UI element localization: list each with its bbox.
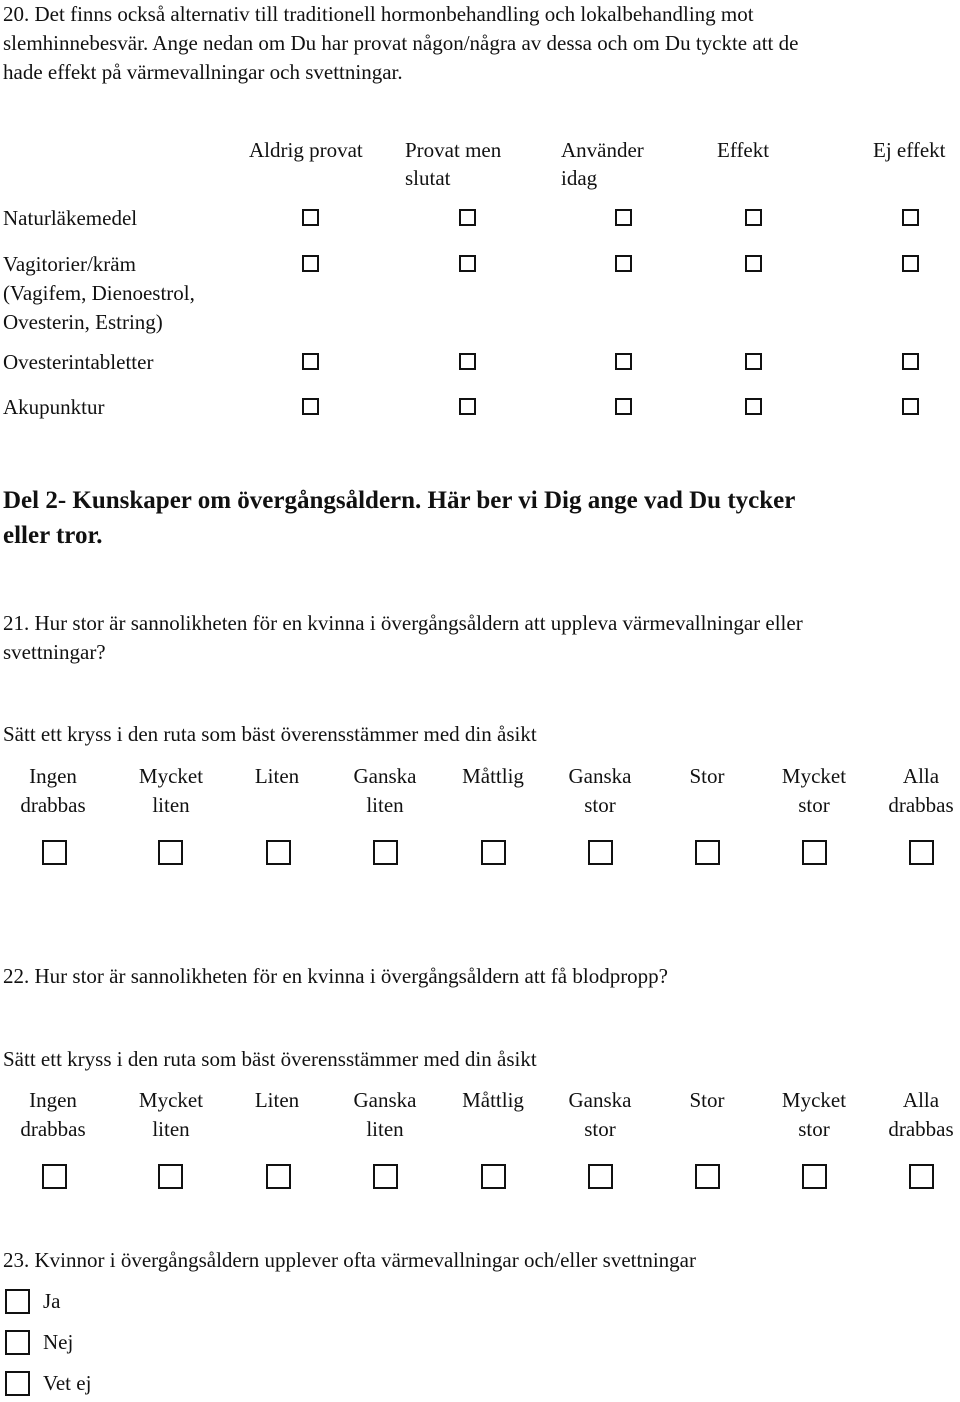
scale-label-ingen-drabbas: Ingen drabbas [20, 1088, 86, 1141]
q21-text-line2: svettningar? [3, 640, 106, 664]
checkbox-provat-men-slutat[interactable] [459, 398, 476, 415]
scale-label-alla-drabbas: Alla drabbas [888, 764, 954, 817]
section2-title-line2: eller tror. [3, 522, 103, 549]
option-label: Ja [43, 1289, 61, 1313]
checkbox-aldrig-provat[interactable] [302, 353, 319, 370]
q22-text: 22. Hur stor är sannolikheten för en kvinna i övergångsåldern att få blodpropp? [3, 964, 669, 988]
scale-label-mattlig: Måttlig [462, 764, 524, 788]
q20-col-ej-effekt: Ej effekt [873, 138, 946, 162]
checkbox-ingen-drabbas[interactable] [42, 840, 67, 865]
checkbox-ganska-stor[interactable] [588, 1164, 613, 1189]
checkbox-effekt[interactable] [745, 353, 762, 370]
q21-instruction: Sätt ett kryss i den ruta som bäst överensstämmer med din åsikt [3, 722, 537, 746]
scale-label-mattlig: Måttlig [462, 1088, 524, 1112]
row-label: Akupunktur [3, 395, 105, 419]
q20-col-provat-men-slutat: Provat men slutat [405, 138, 502, 190]
checkbox-ej-effekt[interactable] [902, 209, 919, 226]
checkbox-ja[interactable] [5, 1289, 30, 1314]
checkbox-vet-ej[interactable] [5, 1371, 30, 1396]
checkbox-anvander-idag[interactable] [615, 398, 632, 415]
checkbox-aldrig-provat[interactable] [302, 209, 319, 226]
checkbox-alla-drabbas[interactable] [909, 1164, 934, 1189]
checkbox-anvander-idag[interactable] [615, 209, 632, 226]
checkbox-stor[interactable] [695, 840, 720, 865]
scale-label-liten: Liten [254, 1088, 300, 1112]
scale-label-stor: Stor [689, 764, 725, 788]
checkbox-ej-effekt[interactable] [902, 353, 919, 370]
row-label: Naturläkemedel [3, 206, 138, 230]
scale-label-liten: Liten [254, 764, 300, 788]
checkbox-provat-men-slutat[interactable] [459, 353, 476, 370]
scale-label-mycket-liten: Mycket liten [138, 764, 204, 817]
checkbox-ganska-stor[interactable] [588, 840, 613, 865]
checkbox-effekt[interactable] [745, 398, 762, 415]
checkbox-ej-effekt[interactable] [902, 398, 919, 415]
q20-col-aldrig-provat: Aldrig provat [249, 138, 363, 162]
checkbox-ganska-liten[interactable] [373, 840, 398, 865]
option-label: Vet ej [43, 1371, 92, 1395]
section2-title-line1: Del 2- Kunskaper om övergångsåldern. Här ber vi Dig ange vad Du tycker [3, 487, 796, 514]
checkbox-mycket-liten[interactable] [158, 1164, 183, 1189]
scale-label-mycket-stor: Mycket stor [781, 1088, 847, 1141]
q20-text-line2: slemhinnebesvär. Ange nedan om Du har provat någon/några av dessa och om Du tyckte att de [3, 31, 799, 55]
checkbox-ganska-liten[interactable] [373, 1164, 398, 1189]
checkbox-mycket-stor[interactable] [802, 840, 827, 865]
q21-text-line1: 21. Hur stor är sannolikheten för en kvinna i övergångsåldern att uppleva värmevallningar eller [3, 611, 803, 635]
checkbox-provat-men-slutat[interactable] [459, 209, 476, 226]
checkbox-alla-drabbas[interactable] [909, 840, 934, 865]
q20-col-anvander-idag: Använder idag [561, 138, 644, 190]
checkbox-effekt[interactable] [745, 209, 762, 226]
scale-label-ganska-liten: Ganska liten [353, 1088, 417, 1141]
checkbox-mycket-liten[interactable] [158, 840, 183, 865]
checkbox-mattlig[interactable] [481, 840, 506, 865]
scale-label-mycket-liten: Mycket liten [138, 1088, 204, 1141]
checkbox-stor[interactable] [695, 1164, 720, 1189]
checkbox-anvander-idag[interactable] [615, 353, 632, 370]
checkbox-nej[interactable] [5, 1330, 30, 1355]
q20-text-line3: hade effekt på värmevallningar och svettningar. [3, 60, 403, 84]
checkbox-aldrig-provat[interactable] [302, 255, 319, 272]
checkbox-effekt[interactable] [745, 255, 762, 272]
checkbox-aldrig-provat[interactable] [302, 398, 319, 415]
q23-text: 23. Kvinnor i övergångsåldern upplever ofta värmevallningar och/eller svettningar [3, 1248, 696, 1272]
scale-label-ingen-drabbas: Ingen drabbas [20, 764, 86, 817]
checkbox-ingen-drabbas[interactable] [42, 1164, 67, 1189]
checkbox-ej-effekt[interactable] [902, 255, 919, 272]
scale-label-ganska-stor: Ganska stor [568, 1088, 632, 1141]
row-label: Ovesterintabletter [3, 350, 154, 374]
checkbox-provat-men-slutat[interactable] [459, 255, 476, 272]
scale-label-stor: Stor [689, 1088, 725, 1112]
checkbox-liten[interactable] [266, 840, 291, 865]
scale-label-ganska-liten: Ganska liten [353, 764, 417, 817]
checkbox-anvander-idag[interactable] [615, 255, 632, 272]
checkbox-mycket-stor[interactable] [802, 1164, 827, 1189]
checkbox-liten[interactable] [266, 1164, 291, 1189]
q20-text-line1: 20. Det finns också alternativ till traditionell hormonbehandling och lokalbehandling mot [3, 2, 754, 26]
scale-label-alla-drabbas: Alla drabbas [888, 1088, 954, 1141]
scale-label-mycket-stor: Mycket stor [781, 764, 847, 817]
row-label: Vagitorier/kräm (Vagifem, Dienoestrol, Ovesterin, Estring) [3, 252, 195, 334]
q22-instruction: Sätt ett kryss i den ruta som bäst överensstämmer med din åsikt [3, 1047, 537, 1071]
q20-col-effekt: Effekt [717, 138, 770, 162]
option-label: Nej [43, 1330, 74, 1354]
scale-label-ganska-stor: Ganska stor [568, 764, 632, 817]
checkbox-mattlig[interactable] [481, 1164, 506, 1189]
